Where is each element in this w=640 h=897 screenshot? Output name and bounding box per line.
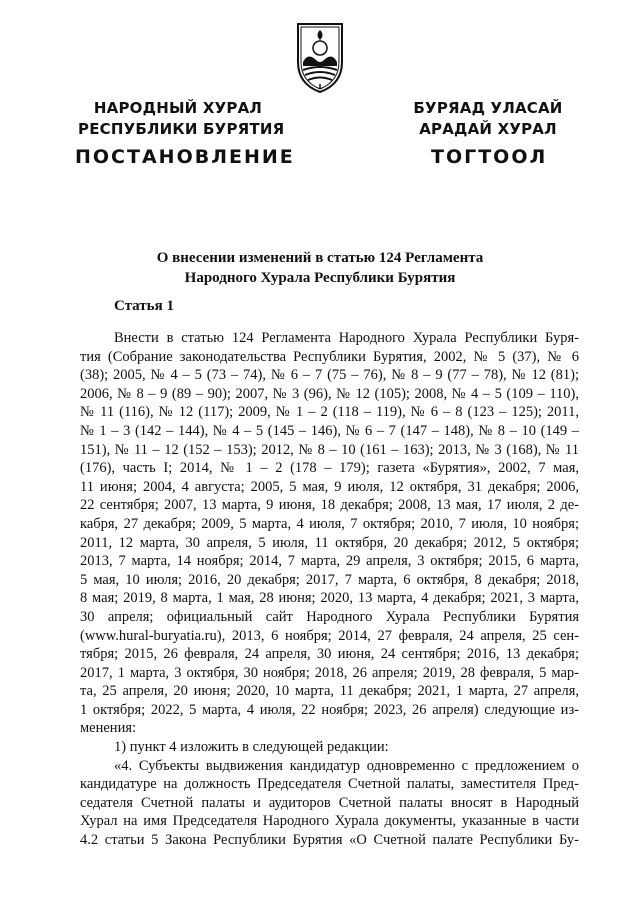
issuer-line: БУРЯАД УЛАСАЙ <box>413 99 563 117</box>
title-line: Народного Хурала Республики Бурятия <box>184 270 456 286</box>
body-line: менения: <box>80 720 137 737</box>
issuer-line: РЕСПУБЛИКИ БУРЯТИЯ <box>78 120 285 138</box>
body-line: 151), № 11 – 12 (152 – 153); 2012, № 8 – 10 (161 – 163); 2013, № 3 (168), № 11 <box>80 441 579 458</box>
body-line: 2017, 1 марта, 3 октября, 30 ноября; 2018, 26 апреля; 2019, 28 февраля, 5 мар- <box>80 664 579 681</box>
body-line: 2011, 12 марта, 30 апреля, 5 июля, 11 октября, 20 декабря; 2012, 5 октября; <box>80 534 579 551</box>
coat-of-arms-emblem <box>294 18 346 94</box>
body-line: 1) пункт 4 изложить в следующей редакции: <box>114 739 389 756</box>
body-line: № 11 (116), № 12 (117); 2009, № 1 – 2 (118 – 119), № 6 – 8 (123 – 125); 2011, <box>80 404 579 421</box>
issuer-name-russian <box>78 98 285 140</box>
body-line: та, 25 апреля, 20 июня; 2020, 10 марта, 11 декабря; 2021, 1 марта, 27 апреля, <box>80 683 579 700</box>
document-body <box>80 329 579 850</box>
body-line: 2006, № 8 – 9 (89 – 90); 2007, № 3 (96), № 12 (105); 2008, № 4 – 5 (109 – 110), <box>80 385 579 402</box>
issuer-name-buryat <box>388 98 588 140</box>
issuer-line: НАРОДНЫЙ ХУРАЛ <box>93 99 263 117</box>
body-line: Хурал на имя Председателя Народного Хурала документы, указанные в части <box>80 813 579 830</box>
body-line: (www.hural-buryatia.ru), 2013, 6 ноября; 2014, 27 февраля, 24 апреля, 25 сен- <box>80 627 579 644</box>
title-line: О внесении изменений в статью 124 Регламента <box>156 250 484 266</box>
body-line: 30 апреля; официальный сайт Народного Хурала Республики Бурятия <box>80 608 579 625</box>
document-title <box>90 248 550 288</box>
body-line: (176), часть I; 2014, № 1 – 2 (178 – 179); газета «Бурятия», 2002, 7 мая, <box>80 460 579 477</box>
body-line: кандидатуре на должность Председателя Счетной палаты, заместителя Пред- <box>80 776 579 793</box>
body-line: тия (Собрание законодательства Республики Бурятия, 2002, № 5 (37), № 6 <box>80 348 579 365</box>
body-line: 1 октября; 2022, 5 марта, 4 июля, 22 ноября; 2023, 26 апреля) следующие из- <box>80 701 579 718</box>
body-line: 8 мая; 2019, 8 марта, 1 мая, 28 июня; 2020, 13 марта, 4 декабря; 2021, 3 марта, <box>80 590 579 607</box>
issuer-line: АРАДАЙ ХУРАЛ <box>419 120 557 138</box>
body-line: 2013, 7 марта, 14 ноября; 2014, 7 марта, 29 апреля, 3 октября; 2015, 6 марта, <box>80 553 579 570</box>
body-line: тября; 2015, 26 февраля, 24 апреля, 30 июня, 24 сентября; 2016, 13 декабря; <box>80 646 579 663</box>
body-line: (38); 2005, № 4 – 5 (73 – 74), № 6 – 7 (75 – 76), № 8 – 9 (77 – 78), № 12 (81); <box>80 367 579 384</box>
document-type-russian: ПОСТАНОВЛЕНИЕ <box>75 146 295 168</box>
body-line: седателя Счетной палаты и аудиторов Счетной палаты вносят в Народный <box>80 794 579 811</box>
article-heading: Статья 1 <box>114 298 174 314</box>
body-line: Внести в статью 124 Регламента Народного Хурала Республики Буря- <box>114 330 579 346</box>
body-line: 4.2 статьи 5 Закона Республики Бурятия «О Счетной палате Республики Бу- <box>80 832 579 849</box>
body-line: 22 сентября; 2007, 13 марта, 9 июня, 18 декабря; 2008, 13 мая, 17 июля, 2 де- <box>80 497 579 514</box>
body-line: 11 июня; 2004, 4 августа; 2005, 5 мая, 9 июля, 12 октября, 31 декабря; 2006, <box>80 478 579 495</box>
body-line: «4. Субъекты выдвижения кандидатур одновременно с предложением о <box>114 757 579 774</box>
body-line: № 1 – 3 (142 – 144), № 4 – 5 (145 – 146), № 6 – 7 (147 – 148), № 8 – 10 (149 – <box>80 422 579 439</box>
document-type-buryat: ТОГТООЛ <box>431 146 548 168</box>
body-line: кабря, 27 декабря; 2009, 5 марта, 4 июля, 7 октября; 2010, 7 июля, 10 ноября; <box>80 515 579 532</box>
body-line: 5 мая, 10 июля; 2016, 20 декабря; 2017, 7 марта, 6 октября, 8 декабря; 2018, <box>80 571 579 588</box>
